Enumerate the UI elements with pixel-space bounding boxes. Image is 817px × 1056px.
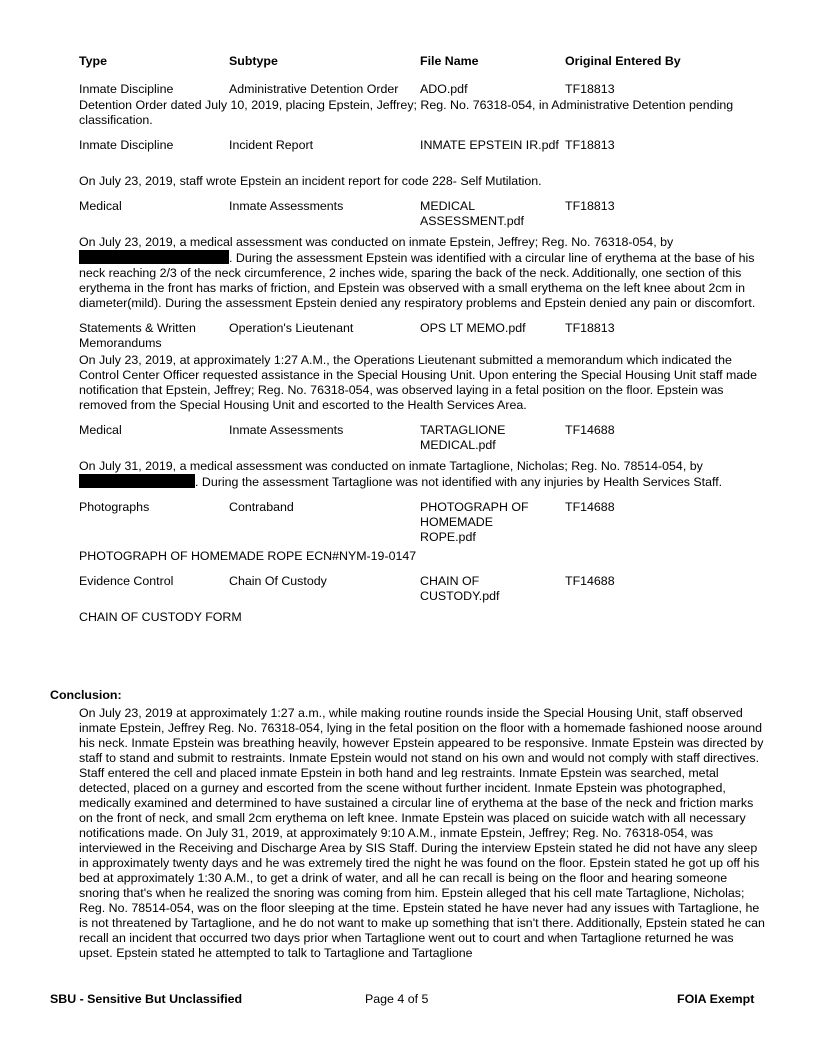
row-entered-by: TF18813 [565,199,615,213]
footer-foia: FOIA Exempt [677,992,755,1006]
table-row [79,82,769,97]
row-file: OPS LT MEMO.pdf [420,321,526,335]
row-description-part: . During the assessment Epstein was identified with a circular line of erythema at the base of his neck reaching 2/3 of the neck circumference, 2 inches wide, sparing the back of the neck. Additionally, one section of this erythema in the front has marks of friction, and Epstein was observed with a small erythema on the left knee about 2cm in diameter(mild). During the assessment Epstein denied any respiratory problems and Epstein denied any pain or discomfort. [79,251,756,310]
row-subtype: Chain Of Custody [229,574,327,588]
row-description-part: On July 31, 2019, a medical assessment was conducted on inmate Tartaglione, Nicholas; Reg. No. 78514-054, by [79,459,703,473]
row-entered-by: TF18813 [565,138,615,152]
table-row [79,199,769,229]
row-file: CHAIN OF CUSTODY.pdf [420,574,500,603]
row-type: Medical [79,423,122,437]
row-type: Medical [79,199,122,213]
row-description-part: On July 23, 2019, a medical assessment was conducted on inmate Epstein, Jeffrey; Reg. No. 76318-054, by [79,235,674,249]
conclusion-body: On July 23, 2019 at approximately 1:27 a.m., while making routine rounds inside the Special Housing Unit, staff observed inmate Epstein, Jeffrey Reg. No. 76318-054, lying in the fetal position on the floor with a homemade fashioned noose around his neck. Inmate Epstein was breathing heavily, however Epstein appeared to be responsive. Inmate Epstein was directed by staff to stand and submit to restraints. Inmate Epstein would not stand on his own and would not comply with staff directives. Staff entered the cell and placed inmate Epstein in both hand and leg restraints. Inmate Epstein was searched, metal detected, placed on a gurney and escorted from the scene without further incident. Inmate Epstein was photographed, medically examined and determined to have sustained a circular line of erythema at the base of the neck and friction marks on the front of neck, and small 2cm erythema on left knee. Inmate Epstein was placed on suicide watch with all necessary notifications made. On July 31, 2019, at approximately 9:10 A.M., inmate Epstein, Jeffrey; Reg. No. 76318-054, was interviewed in the Receiving and Discharge Area by SIS Staff. During the interview Epstein stated he did not have any sleep in approximately twenty days and he was extremely tired the night he was found on the floor. Epstein stated he got up off his bed at approximately 1:30 A.M., to get a drink of water, and all he can recall is being on the floor and hearing someone snoring that's when he realized the snoring was coming from him. Epstein alleged that his cell mate Tartaglione, Nicholas; Reg. No. 78514-054, was on the floor sleeping at the time. Epstein stated he have never had any issues with Tartaglione, he is not threatened by Tartaglione, and he do not want to make up something that isn't there. Additionally, Epstein stated he can recall an incident that occurred two days prior when Tartaglione went out to court and when Tartaglione returned he was upset. Epstein stated he attempted to talk to Tartaglione and Tartaglione [79,706,765,960]
row-file: MEDICAL ASSESSMENT.pdf [420,199,524,228]
header-entered-by: Original Entered By [565,54,681,68]
footer-page-number: Page 4 of 5 [365,992,429,1006]
row-subtype: Operation's Lieutenant [229,321,354,335]
row-entered-by: TF14688 [565,423,615,437]
row-subtype: Contraband [229,500,294,514]
attachments-table [79,54,769,635]
footer-classification: SBU - Sensitive But Unclassified [50,992,243,1006]
row-entered-by: TF14688 [565,500,615,514]
row-entered-by: TF14688 [565,574,615,588]
header-file-name: File Name [420,54,479,68]
table-row [79,500,769,545]
row-file: INMATE EPSTEIN IR.pdf [420,138,559,152]
header-subtype: Subtype [229,54,278,68]
row-type: Inmate Discipline [79,82,174,96]
table-row [79,321,769,351]
row-description: On July 23, 2019, staff wrote Epstein an incident report for code 228- Self Mutilation. [79,174,542,188]
row-subtype: Inmate Assessments [229,423,344,437]
table-row [79,574,769,604]
row-type: Statements & Written Memorandums [79,321,196,350]
row-description [79,459,769,490]
row-subtype: Administrative Detention Order [229,82,399,96]
row-description: CHAIN OF CUSTODY FORM [79,610,242,624]
row-description: Detention Order dated July 10, 2019, placing Epstein, Jeffrey; Reg. No. 76318-054, in Administrative Detention pending classification. [79,98,734,127]
table-row [79,423,769,453]
row-description [79,235,769,311]
row-type: Inmate Discipline [79,138,174,152]
row-description: On July 23, 2019, at approximately 1:27 A.M., the Operations Lieutenant submitted a memorandum which indicated the Control Center Officer requested assistance in the Special Housing Unit. Upon entering the Special Housing Unit staff made notification that Epstein, Jeffrey; Reg. No. 76318-054, was observed laying in a fetal position on the floor. Epstein was removed from the Special Housing Unit and escorted to the Health Services Area. [79,353,757,412]
header-type: Type [79,54,107,68]
row-subtype: Inmate Assessments [229,199,344,213]
redaction-box [79,250,229,264]
row-entered-by: TF18813 [565,321,615,335]
row-description: PHOTOGRAPH OF HOMEMADE ROPE ECN#NYM-19-0147 [79,549,417,563]
row-file: TARTAGLIONE MEDICAL.pdf [420,423,506,452]
row-type: Evidence Control [79,574,174,588]
redaction-box [79,474,195,488]
row-description-part: . During the assessment Tartaglione was not identified with any injuries by Health Services Staff. [195,475,723,489]
table-row [79,138,769,168]
row-file: PHOTOGRAPH OF HOMEMADE ROPE.pdf [420,500,529,544]
row-file: ADO.pdf [420,82,468,96]
row-subtype: Incident Report [229,138,314,152]
row-type: Photographs [79,500,150,514]
table-header [79,54,769,82]
row-entered-by: TF18813 [565,82,615,96]
conclusion-heading: Conclusion: [50,688,122,702]
